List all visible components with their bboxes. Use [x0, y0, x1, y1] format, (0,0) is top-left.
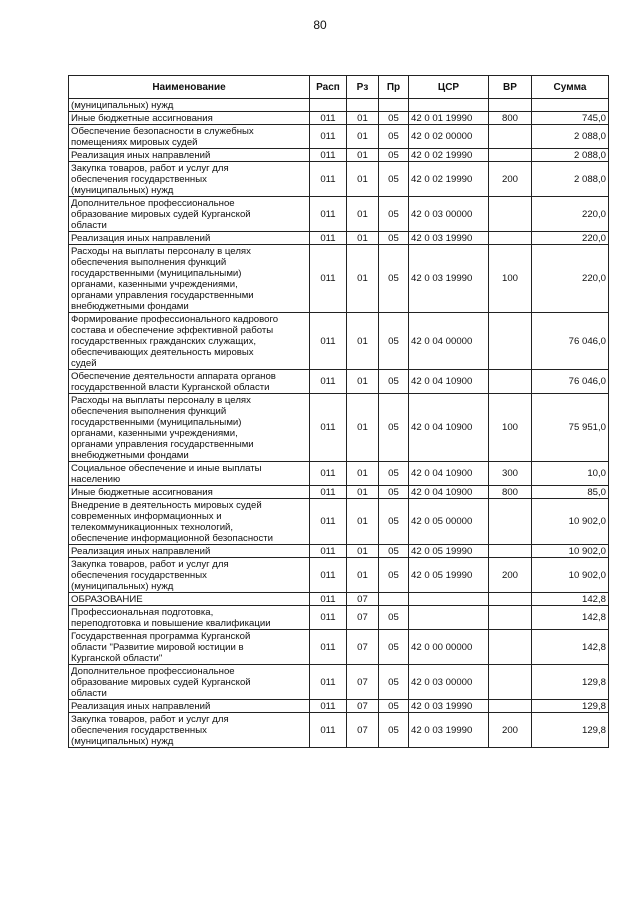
cell-sum: 76 046,0 [532, 370, 609, 394]
table-body [69, 99, 609, 748]
cell-rz: 01 [347, 394, 379, 462]
cell-name: Дополнительное профессиональное образование мировых судей Курганской области [69, 197, 310, 232]
cell-sum [532, 99, 609, 112]
cell-name: Расходы на выплаты персоналу в целях обеспечения выполнения функций государственными (муниципальными) органами, казенными учреждениями, органами управления государственными внебюджетными фондами [69, 394, 310, 462]
cell-vr [489, 99, 532, 112]
cell-csr: 42 0 04 10900 [409, 462, 489, 486]
cell-rz: 01 [347, 370, 379, 394]
cell-csr: 42 0 04 00000 [409, 313, 489, 370]
header-rasp: Расп [310, 76, 347, 99]
cell-csr: 42 0 03 00000 [409, 197, 489, 232]
cell-sum: 220,0 [532, 245, 609, 313]
cell-sum: 10,0 [532, 462, 609, 486]
cell-pr: 05 [379, 149, 409, 162]
table-row [69, 606, 609, 630]
table-row [69, 558, 609, 593]
cell-sum: 10 902,0 [532, 545, 609, 558]
cell-csr [409, 99, 489, 112]
cell-pr: 05 [379, 665, 409, 700]
header-pr: Пр [379, 76, 409, 99]
header-sum: Сумма [532, 76, 609, 99]
cell-rz: 07 [347, 713, 379, 748]
cell-vr: 100 [489, 394, 532, 462]
cell-rasp: 011 [310, 112, 347, 125]
table-row [69, 99, 609, 112]
cell-pr: 05 [379, 486, 409, 499]
cell-sum: 75 951,0 [532, 394, 609, 462]
table-row [69, 499, 609, 545]
cell-sum: 2 088,0 [532, 149, 609, 162]
cell-pr: 05 [379, 606, 409, 630]
cell-vr [489, 665, 532, 700]
cell-rz: 07 [347, 665, 379, 700]
cell-sum: 745,0 [532, 112, 609, 125]
cell-name: (муниципальных) нужд [69, 99, 310, 112]
cell-rasp: 011 [310, 162, 347, 197]
cell-name: Профессиональная подготовка, переподготовка и повышение квалификации [69, 606, 310, 630]
cell-rasp: 011 [310, 606, 347, 630]
header-name: Наименование [69, 76, 310, 99]
cell-rasp [310, 99, 347, 112]
cell-name: Дополнительное профессиональное образование мировых судей Курганской области [69, 665, 310, 700]
cell-csr: 42 0 00 00000 [409, 630, 489, 665]
cell-name: Реализация иных направлений [69, 232, 310, 245]
cell-pr [379, 99, 409, 112]
cell-rz: 01 [347, 245, 379, 313]
cell-csr [409, 606, 489, 630]
cell-rasp: 011 [310, 713, 347, 748]
table-header-row [69, 76, 609, 99]
cell-rasp: 011 [310, 370, 347, 394]
cell-csr: 42 0 03 19990 [409, 713, 489, 748]
cell-rasp: 011 [310, 700, 347, 713]
cell-sum: 2 088,0 [532, 125, 609, 149]
table-row [69, 162, 609, 197]
cell-rasp: 011 [310, 545, 347, 558]
cell-csr: 42 0 04 10900 [409, 394, 489, 462]
cell-rz: 01 [347, 162, 379, 197]
cell-sum: 85,0 [532, 486, 609, 499]
cell-pr: 05 [379, 125, 409, 149]
budget-table [68, 75, 609, 748]
cell-name: Иные бюджетные ассигнования [69, 112, 310, 125]
cell-rasp: 011 [310, 394, 347, 462]
table-row [69, 197, 609, 232]
cell-name: Закупка товаров, работ и услуг для обеспечения государственных (муниципальных) нужд [69, 558, 310, 593]
cell-name: Социальное обеспечение и иные выплаты населению [69, 462, 310, 486]
cell-rasp: 011 [310, 232, 347, 245]
cell-sum: 142,8 [532, 593, 609, 606]
cell-vr: 100 [489, 245, 532, 313]
table-row [69, 545, 609, 558]
cell-rz: 07 [347, 630, 379, 665]
cell-name: Реализация иных направлений [69, 545, 310, 558]
cell-pr: 05 [379, 112, 409, 125]
cell-rz: 01 [347, 499, 379, 545]
cell-sum: 220,0 [532, 197, 609, 232]
table-row [69, 486, 609, 499]
cell-pr: 05 [379, 462, 409, 486]
cell-vr [489, 700, 532, 713]
cell-pr: 05 [379, 499, 409, 545]
cell-name: Формирование профессионального кадрового состава и обеспечение эффективной работы государственных гражданских служащих, обеспечивающих деятельность мировых судей [69, 313, 310, 370]
cell-csr: 42 0 05 19990 [409, 545, 489, 558]
table-row [69, 112, 609, 125]
cell-rasp: 011 [310, 558, 347, 593]
cell-vr: 300 [489, 462, 532, 486]
cell-csr: 42 0 02 19990 [409, 149, 489, 162]
header-csr: ЦСР [409, 76, 489, 99]
cell-vr [489, 606, 532, 630]
cell-csr: 42 0 03 19990 [409, 700, 489, 713]
cell-sum: 10 902,0 [532, 558, 609, 593]
cell-name: Иные бюджетные ассигнования [69, 486, 310, 499]
cell-csr: 42 0 03 19990 [409, 245, 489, 313]
cell-rasp: 011 [310, 245, 347, 313]
table-row [69, 232, 609, 245]
cell-pr: 05 [379, 370, 409, 394]
cell-pr: 05 [379, 558, 409, 593]
cell-rasp: 011 [310, 665, 347, 700]
table-row [69, 462, 609, 486]
cell-vr [489, 593, 532, 606]
cell-rasp: 011 [310, 593, 347, 606]
cell-vr: 200 [489, 713, 532, 748]
cell-vr [489, 125, 532, 149]
cell-name: Закупка товаров, работ и услуг для обеспечения государственных (муниципальных) нужд [69, 162, 310, 197]
cell-sum: 129,8 [532, 713, 609, 748]
cell-rasp: 011 [310, 313, 347, 370]
cell-sum: 142,8 [532, 606, 609, 630]
cell-rasp: 011 [310, 462, 347, 486]
cell-rasp: 011 [310, 499, 347, 545]
cell-rz: 01 [347, 125, 379, 149]
cell-csr: 42 0 03 00000 [409, 665, 489, 700]
cell-csr: 42 0 04 10900 [409, 486, 489, 499]
table-row [69, 313, 609, 370]
table-row [69, 149, 609, 162]
table-row [69, 125, 609, 149]
cell-vr [489, 545, 532, 558]
cell-rasp: 011 [310, 197, 347, 232]
cell-sum: 142,8 [532, 630, 609, 665]
cell-rz: 01 [347, 313, 379, 370]
cell-rz: 01 [347, 149, 379, 162]
cell-csr [409, 593, 489, 606]
cell-pr: 05 [379, 630, 409, 665]
cell-pr: 05 [379, 245, 409, 313]
cell-name: Внедрение в деятельность мировых судей современных информационных и телекоммуникационных технологий, обеспечение информационной безопасности [69, 499, 310, 545]
cell-rz [347, 99, 379, 112]
cell-name: Закупка товаров, работ и услуг для обеспечения государственных (муниципальных) нужд [69, 713, 310, 748]
table-row [69, 245, 609, 313]
cell-vr [489, 197, 532, 232]
cell-vr [489, 313, 532, 370]
cell-vr [489, 370, 532, 394]
cell-rz: 01 [347, 112, 379, 125]
cell-name: ОБРАЗОВАНИЕ [69, 593, 310, 606]
cell-rz: 01 [347, 197, 379, 232]
cell-rz: 01 [347, 558, 379, 593]
cell-vr [489, 630, 532, 665]
cell-pr: 05 [379, 197, 409, 232]
cell-rasp: 011 [310, 630, 347, 665]
cell-vr [489, 149, 532, 162]
table-row [69, 630, 609, 665]
cell-sum: 129,8 [532, 665, 609, 700]
cell-csr: 42 0 05 19990 [409, 558, 489, 593]
cell-rz: 07 [347, 593, 379, 606]
table-row [69, 713, 609, 748]
table-row [69, 593, 609, 606]
cell-sum: 129,8 [532, 700, 609, 713]
cell-csr: 42 0 03 19990 [409, 232, 489, 245]
cell-pr: 05 [379, 700, 409, 713]
cell-name: Реализация иных направлений [69, 149, 310, 162]
page-number: 80 [313, 18, 327, 32]
cell-rasp: 011 [310, 486, 347, 499]
cell-csr: 42 0 01 19990 [409, 112, 489, 125]
cell-vr [489, 232, 532, 245]
cell-sum: 76 046,0 [532, 313, 609, 370]
cell-rz: 01 [347, 545, 379, 558]
header-rz: Рз [347, 76, 379, 99]
cell-pr [379, 593, 409, 606]
cell-pr: 05 [379, 232, 409, 245]
cell-pr: 05 [379, 545, 409, 558]
cell-name: Расходы на выплаты персоналу в целях обеспечения выполнения функций государственными (муниципальными) органами, казенными учреждениями, органами управления государственными внебюджетными фондами [69, 245, 310, 313]
cell-rasp: 011 [310, 149, 347, 162]
cell-name: Обеспечение безопасности в служебных помещениях мировых судей [69, 125, 310, 149]
cell-csr: 42 0 04 10900 [409, 370, 489, 394]
cell-sum: 220,0 [532, 232, 609, 245]
cell-sum: 2 088,0 [532, 162, 609, 197]
cell-name: Реализация иных направлений [69, 700, 310, 713]
cell-sum: 10 902,0 [532, 499, 609, 545]
cell-name: Государственная программа Курганской области "Развитие мировой юстиции в Курганской области" [69, 630, 310, 665]
cell-rz: 01 [347, 486, 379, 499]
cell-rz: 01 [347, 232, 379, 245]
cell-rz: 07 [347, 606, 379, 630]
cell-rasp: 011 [310, 125, 347, 149]
table-row [69, 394, 609, 462]
cell-vr: 800 [489, 112, 532, 125]
cell-pr: 05 [379, 313, 409, 370]
cell-pr: 05 [379, 394, 409, 462]
cell-pr: 05 [379, 162, 409, 197]
cell-csr: 42 0 02 00000 [409, 125, 489, 149]
cell-csr: 42 0 05 00000 [409, 499, 489, 545]
table-row [69, 665, 609, 700]
cell-vr [489, 499, 532, 545]
table-row [69, 700, 609, 713]
cell-rz: 07 [347, 700, 379, 713]
header-vr: ВР [489, 76, 532, 99]
cell-vr: 200 [489, 558, 532, 593]
table-row [69, 370, 609, 394]
cell-csr: 42 0 02 19990 [409, 162, 489, 197]
cell-vr: 800 [489, 486, 532, 499]
cell-vr: 200 [489, 162, 532, 197]
cell-rz: 01 [347, 462, 379, 486]
cell-pr: 05 [379, 713, 409, 748]
cell-name: Обеспечение деятельности аппарата органов государственной власти Курганской области [69, 370, 310, 394]
